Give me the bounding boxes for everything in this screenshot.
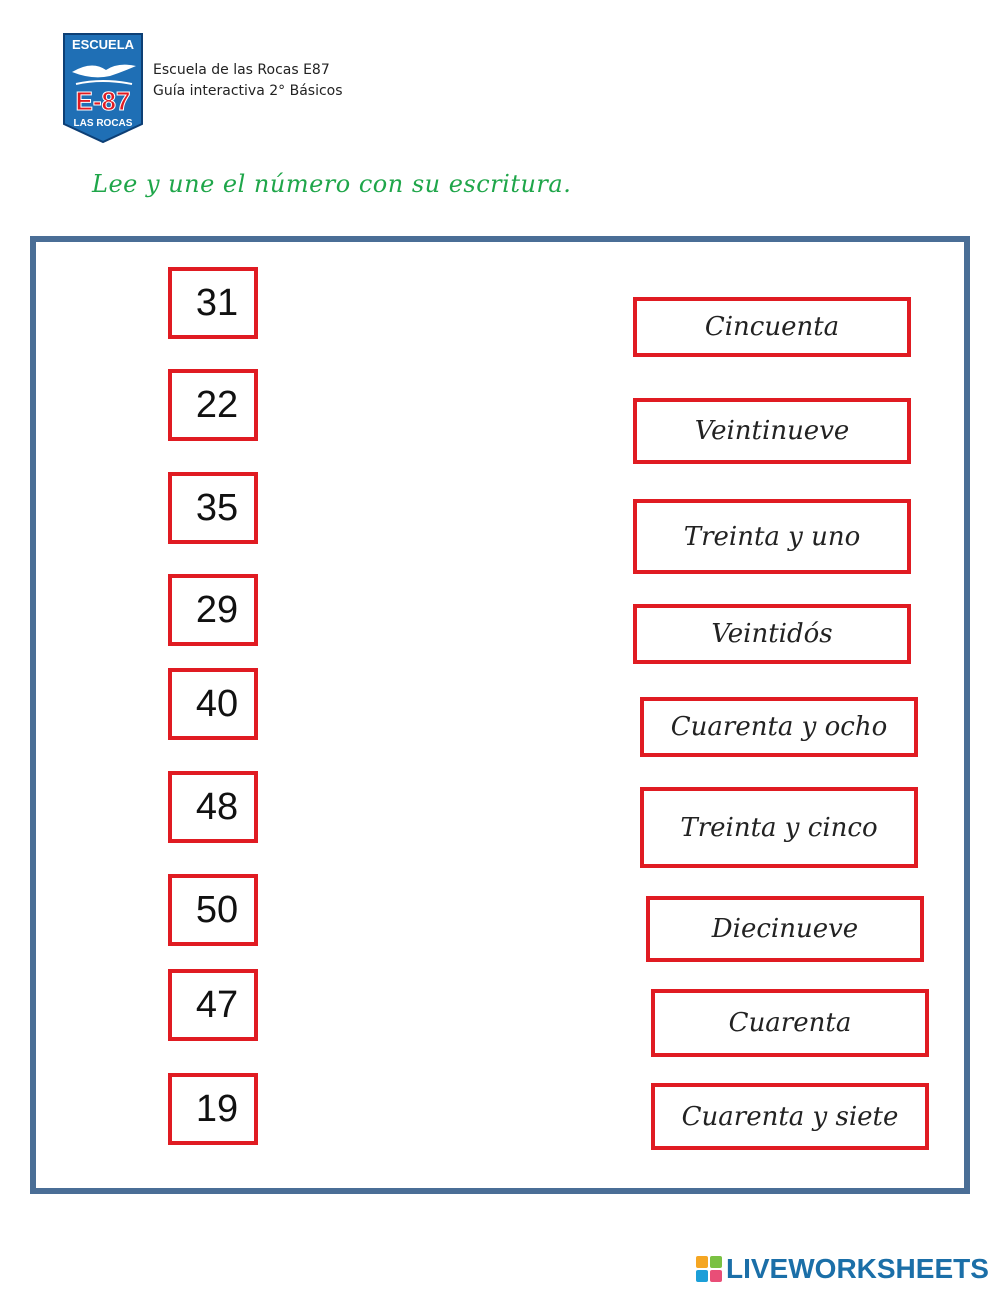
number-box-50[interactable]: 50 (168, 874, 258, 946)
liveworksheets-brand (696, 1253, 989, 1285)
word-box-veintidos[interactable]: Veintidós (633, 604, 911, 664)
school-info (153, 60, 343, 102)
number-box-29[interactable]: 29 (168, 574, 258, 646)
school-name: Escuela de las Rocas E87 (153, 62, 330, 78)
word-box-cuarenta[interactable]: Cuarenta (651, 989, 929, 1057)
logo-code-text: E-87 (75, 86, 131, 116)
number-box-19[interactable]: 19 (168, 1073, 258, 1145)
instruction-text: Lee y une el número con su escritura. (92, 170, 572, 198)
brand-blocks-icon (696, 1256, 722, 1282)
word-box-cuarenta-y-siete[interactable]: Cuarenta y siete (651, 1083, 929, 1150)
word-box-veintinueve[interactable]: Veintinueve (633, 398, 911, 464)
number-box-48[interactable]: 48 (168, 771, 258, 843)
number-box-35[interactable]: 35 (168, 472, 258, 544)
number-box-22[interactable]: 22 (168, 369, 258, 441)
number-box-47[interactable]: 47 (168, 969, 258, 1041)
number-box-40[interactable]: 40 (168, 668, 258, 740)
logo-top-text: ESCUELA (71, 37, 135, 52)
logo-bottom-text: LAS ROCAS (73, 118, 133, 129)
word-box-diecinueve[interactable]: Diecinueve (646, 896, 924, 962)
school-logo (62, 32, 144, 144)
guide-title: Guía interactiva 2° Básicos (153, 83, 343, 99)
brand-text: LIVEWORKSHEETS (726, 1253, 989, 1284)
word-box-cincuenta[interactable]: Cincuenta (633, 297, 911, 357)
word-box-treinta-y-cinco[interactable]: Treinta y cinco (640, 787, 918, 868)
word-box-treinta-y-uno[interactable]: Treinta y uno (633, 499, 911, 574)
word-box-cuarenta-y-ocho[interactable]: Cuarenta y ocho (640, 697, 918, 757)
number-box-31[interactable]: 31 (168, 267, 258, 339)
